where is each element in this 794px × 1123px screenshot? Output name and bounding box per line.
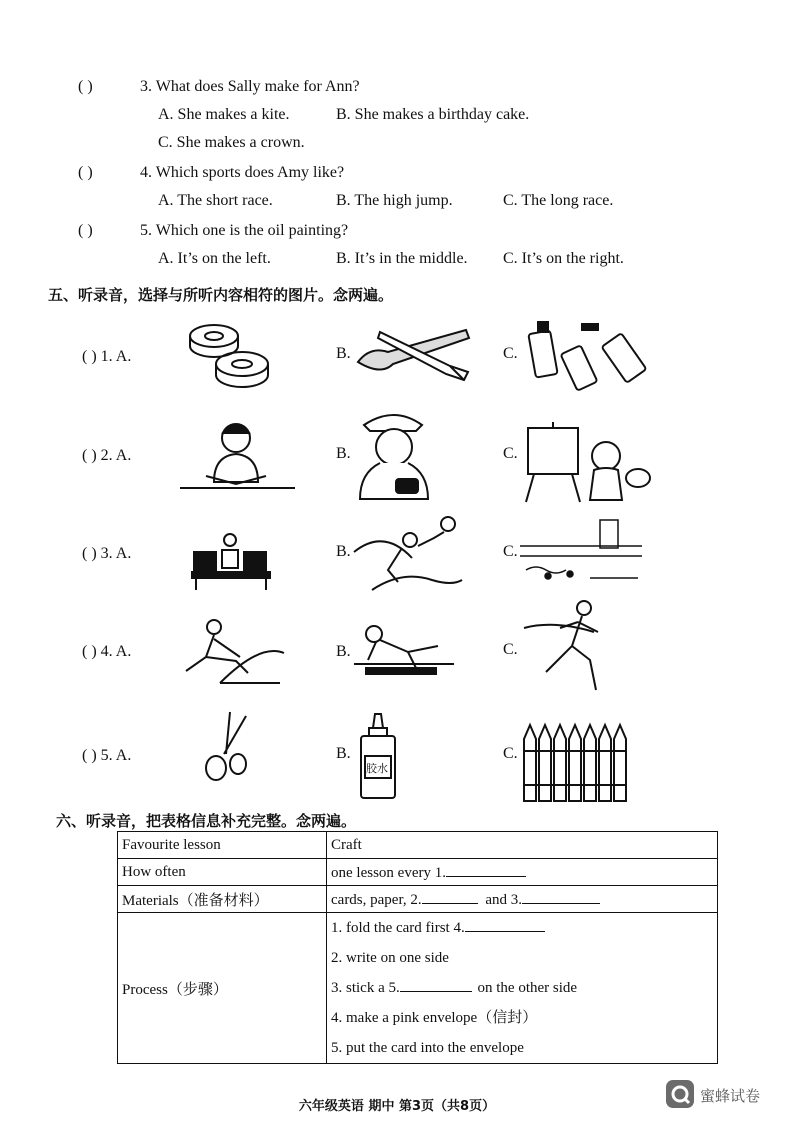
watermark-text: 蜜蜂试卷 <box>700 1087 761 1105</box>
row5-label[interactable]: ( ) 5. A. <box>82 747 132 764</box>
waiting-seats-icon <box>186 528 276 592</box>
row3-label[interactable]: ( ) 3. A. <box>82 545 132 562</box>
blank-4[interactable] <box>465 917 545 932</box>
watermark <box>666 1080 776 1112</box>
process-step-text-2: on the other side <box>477 980 578 996</box>
row4-b-label[interactable]: B. <box>336 643 351 660</box>
q5-line <box>78 222 348 240</box>
blank-2[interactable] <box>422 889 478 904</box>
process-cell <box>327 913 718 1064</box>
row-value-cell <box>327 859 718 886</box>
section5-title: 五、听录音，选择与所听内容相符的图片。念两遍。 <box>48 286 394 304</box>
boy-reading-icon <box>180 416 295 496</box>
row5-b-label[interactable]: B. <box>336 745 351 762</box>
row2-b-label[interactable]: B. <box>336 445 351 462</box>
row3-b-label[interactable]: B. <box>336 543 351 560</box>
page-footer: 六年级英语 期中 第3页（共8页） <box>298 1099 496 1114</box>
q5-option-a: A. It’s on the left. <box>158 250 271 267</box>
blank-3[interactable] <box>522 889 600 904</box>
q4-option-b: B. The high jump. <box>336 192 453 209</box>
row1-b-label[interactable]: B. <box>336 345 351 362</box>
bee-logo-icon <box>666 1080 694 1108</box>
answer-paren[interactable]: ( ) <box>78 78 93 95</box>
q5-option-c: C. It’s on the right. <box>503 250 624 267</box>
row-key: Materials（准备材料） <box>118 886 327 913</box>
table-row <box>118 859 718 886</box>
scissors-icon <box>200 710 256 782</box>
q4-option-a: A. The short race. <box>158 192 273 209</box>
glue-label: 胶水 <box>366 762 388 775</box>
paint-tubes-icon <box>520 318 660 394</box>
row-value-2: and 3. <box>485 892 523 908</box>
q3-line <box>78 78 360 96</box>
table-row <box>118 832 718 859</box>
row-key: Process（步骤） <box>118 913 327 1064</box>
q3-question: 3. What does Sally make for Ann? <box>140 78 360 95</box>
table-row <box>118 913 718 1064</box>
q5-option-b: B. It’s in the middle. <box>336 250 468 267</box>
answer-paren[interactable]: ( ) <box>78 222 93 239</box>
row-value: cards, paper, 2. <box>331 892 422 908</box>
row4-label[interactable]: ( ) 4. A. <box>82 643 132 660</box>
q4-line <box>78 164 344 182</box>
blank-5[interactable] <box>400 977 472 992</box>
man-with-camera-icon <box>352 407 434 501</box>
row2-label[interactable]: ( ) 2. A. <box>82 447 132 464</box>
row-value: one lesson every 1. <box>331 865 446 881</box>
table-row <box>118 886 718 913</box>
tape-rolls-icon <box>186 318 276 390</box>
q3-option-b: B. She makes a birthday cake. <box>336 106 530 123</box>
q5-question: 5. Which one is the oil painting? <box>140 222 349 239</box>
row1-label[interactable]: ( ) 1. A. <box>82 348 132 365</box>
high-jump-icon <box>352 618 457 686</box>
row2-c-label[interactable]: C. <box>503 445 518 462</box>
q3-option-a: A. She makes a kite. <box>158 106 290 123</box>
climbing-mountain-icon <box>352 512 464 596</box>
row-value: Craft <box>327 832 718 859</box>
row1-c-label[interactable]: C. <box>503 345 518 362</box>
process-step-text: 1. fold the card first 4. <box>331 920 465 936</box>
crayons-icon <box>521 721 631 803</box>
row-key: How often <box>118 859 327 886</box>
info-table <box>117 831 718 1064</box>
q4-option-c: C. The long race. <box>503 192 614 209</box>
process-step: 4. make a pink envelope（信封） <box>331 1010 538 1026</box>
section6-title: 六、听录音，把表格信息补充完整。念两遍。 <box>56 812 357 830</box>
process-step-text: 3. stick a 5. <box>331 980 400 996</box>
runner-finish-icon <box>522 598 608 694</box>
row-key: Favourite lesson <box>118 832 327 859</box>
q4-question: 4. Which sports does Amy like? <box>140 164 345 181</box>
row5-c-label[interactable]: C. <box>503 745 518 762</box>
paintbrushes-icon <box>350 326 480 382</box>
long-jump-icon <box>180 617 285 685</box>
row3-c-label[interactable]: C. <box>503 543 518 560</box>
process-step: 2. write on one side <box>331 950 449 966</box>
answer-paren[interactable]: ( ) <box>78 164 93 181</box>
blank-1[interactable] <box>446 862 526 877</box>
process-step <box>331 913 713 943</box>
q3-option-c: C. She makes a crown. <box>158 134 305 151</box>
row-value-cell <box>327 886 718 913</box>
glue-bottle-icon <box>358 712 398 800</box>
process-step: 5. put the card into the envelope <box>331 1040 524 1056</box>
process-step <box>331 973 713 1003</box>
beach-scene-icon <box>520 516 642 588</box>
girl-painting-icon <box>520 418 655 504</box>
row4-c-label[interactable]: C. <box>503 641 518 658</box>
